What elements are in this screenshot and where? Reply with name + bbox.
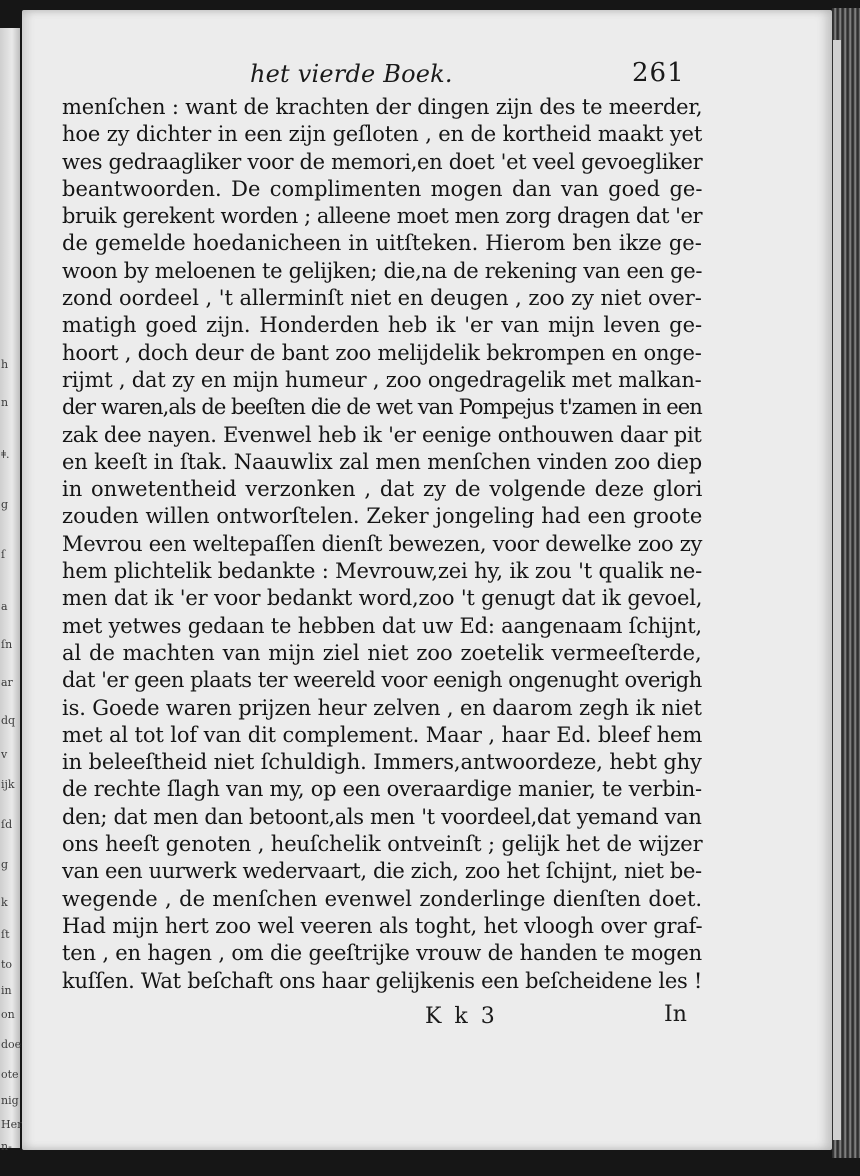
signature-mark: K k 3 [425,1004,498,1029]
text-line: dat 'er geen plaats ter weereld voor eenigh ongenught overigh [62,668,702,693]
facing-page-fragment: dq [1,714,16,727]
text-line: rijmt , dat zy en mijn humeur , zoo ongedragelik met malkan- [62,367,702,392]
text-line: met yetwes gedaan te hebben dat uw Ed: aangenaam ſchijnt, [62,613,702,638]
page-number: 261 [632,58,685,88]
facing-page-fragment: ſd [1,818,13,831]
text-line: matigh goed zijn. Honderden heb ik 'er van mijn leven ge- [62,313,703,338]
text-line: zond oordeel , 't allerminſt niet en deugen , zoo zy niet over- [62,286,702,311]
facing-page-fragment: ar [1,676,13,689]
text-line: ten , en hagen , om die geeſtrijke vrouw de handen te mogen [62,941,703,966]
text-line: ons heeſt genoten , heuſchelik ontveinſt ; gelijk het de wijzer [62,832,703,857]
text-line: wes gedraagliker voor de memori,en doet 'et veel gevoegliker [62,149,703,174]
facing-page-fragment: ſt [1,928,10,941]
text-line: kuſſen. Wat beſchaft ons haar gelijkenis een beſcheidene les ! [62,968,703,993]
page-edge-highlight [833,40,841,1140]
facing-page-fragment: v [1,748,8,761]
text-line: men dat ik 'er voor bedankt word,zoo 't genugt dat ik gevoel, [62,586,703,611]
facing-page-fragment: Her [1,1118,23,1131]
facing-page-fragment: ijk [1,778,15,791]
text-line: hoe zy dichter in een zijn geſloten , en de kortheid maakt yet [62,122,703,147]
text-line: wegende , de menſchen evenwel zonderlinge dienſten doet. [62,886,703,911]
facing-page-fragment: in [1,984,12,997]
facing-page-fragment: a [1,600,8,613]
facing-page-fragment: ſn [1,638,13,651]
facing-page-fragment: doe [1,1038,22,1051]
text-line: hem plichtelik bedankte : Mevrouw,zei hy, ik zou 't qualik ne- [62,559,703,584]
facing-page-fragment: n [1,396,9,409]
facing-page-fragment: h [1,358,9,371]
text-line: hoort , doch deur de bant zoo melijdelik bekrompen en onge- [62,340,702,365]
facing-page-fragment: k [1,896,8,909]
facing-page-edge [0,28,23,1153]
facing-page-fragment: ǂ. [1,448,10,461]
text-line: in beleeſtheid niet ſchuldigh. Immers,antwoordeze, hebt ghy [62,750,702,775]
text-line: de rechte ſlagh van my, op een overaardige manier, te verbin- [62,777,702,802]
facing-page-fragment: nig [1,1094,19,1107]
text-line: beantwoorden. De complimenten mogen dan van goed ge- [62,176,703,201]
facing-page-fragment: to [1,958,13,971]
text-line: al de machten van mijn ziel niet zoo zoetelik vermeeſterde, [62,640,702,665]
catchword: In [664,1002,687,1027]
facing-page-fragment: n- [1,1140,12,1153]
facing-page-fragment: g [1,858,9,871]
text-line: bruik gerekent worden ; alleene moet men zorg dragen dat 'er [62,204,703,229]
text-line: zouden willen ontworſtelen. Zeker jongeling had een groote [62,504,703,529]
facing-page-fragment: ote [1,1068,19,1081]
text-line: woon by meloenen te gelijken; die,na de rekening van een ge- [62,258,703,283]
text-line: en keeſt in ſtak. Naauwlix zal men menſchen vinden zoo diep [62,449,702,474]
text-line: Had mijn hert zoo wel veeren als toght, het vloogh over graf- [62,913,703,938]
running-head: het vierde Boek. [250,60,453,88]
text-line: der waren,als de beeſten die de wet van Pompejus t'zamen in een [62,395,702,420]
text-line: menſchen : want de krachten der dingen zijn des te meerder, [62,95,703,119]
text-line: Mevrou een weltepaſſen dienſt bewezen, voor dewelke zoo zy [62,531,703,556]
text-line: is. Goede waren prijzen heur zelven , en daarom zegh ik niet [62,695,702,720]
body-text [62,94,702,995]
text-line: de gemelde hoedanicheen in uitſteken. Hierom ben ikze ge- [62,231,702,256]
text-line: zak dee nayen. Evenwel heb ik 'er eenige onthouwen daar pit [62,422,702,447]
facing-page-fragment: ſ [1,548,6,561]
facing-page-fragment: g [1,498,9,511]
text-line: van een uurwerk wedervaart, die zich, zoo het ſchijnt, niet be- [62,859,702,884]
facing-page-fragment: on [1,1008,15,1021]
text-line: den; dat men dan betoont,als men 't voordeel,dat yemand van [62,804,702,829]
text-line: met al tot lof van dit complement. Maar , haar Ed. bleef hem [62,722,703,747]
text-line: in onwetentheid verzonken , dat zy de volgende deze glori [62,477,703,502]
